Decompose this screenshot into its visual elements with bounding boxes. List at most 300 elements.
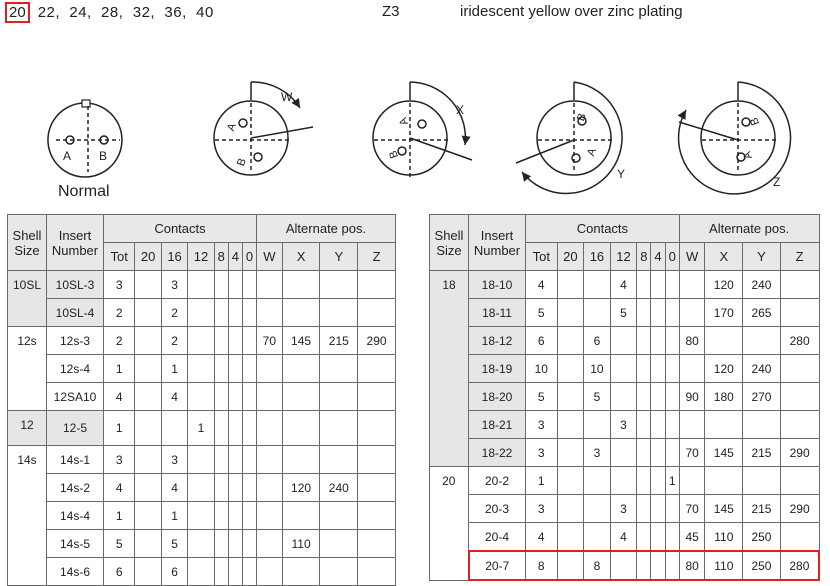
alternate-angle-cell (282, 383, 320, 411)
contact-count-cell: 3 (526, 495, 558, 523)
header-contact-col: 12 (188, 243, 214, 271)
shell-size-cell: 12 (8, 411, 47, 446)
header-contact-col: Tot (526, 243, 558, 271)
alternate-angle-cell (320, 299, 358, 327)
label-z: Z (773, 175, 781, 189)
contact-count-cell (665, 523, 679, 552)
contact-count-cell (665, 327, 679, 355)
contact-count-cell (135, 530, 161, 558)
header-contacts: Contacts (526, 215, 680, 243)
insert-table-left (7, 214, 396, 586)
alternate-angle-cell: 215 (320, 327, 358, 355)
contact-count-cell (665, 495, 679, 523)
alternate-angle-cell (282, 502, 320, 530)
table-row (8, 271, 396, 299)
insert-number-cell: 18-20 (469, 383, 526, 411)
header-contact-col: 16 (161, 243, 187, 271)
alternate-angle-cell: 90 (679, 383, 705, 411)
contact-count-cell: 1 (526, 467, 558, 495)
diagram-normal (48, 100, 122, 177)
contact-count-cell (242, 271, 256, 299)
contact-count-cell (651, 439, 665, 467)
contact-count-cell: 3 (584, 439, 611, 467)
header-contact-col: 8 (214, 243, 228, 271)
table-row (430, 439, 820, 467)
contact-count-cell: 6 (104, 558, 135, 586)
insert-number-cell: 18-11 (469, 299, 526, 327)
contact-count-cell (135, 558, 161, 586)
alternate-angle-cell (320, 411, 358, 446)
alternate-angle-cell (679, 411, 705, 439)
contact-count-cell (135, 383, 161, 411)
header-alt-col: Z (358, 243, 396, 271)
label-a-w: A (224, 121, 239, 133)
contact-count-cell: 5 (610, 299, 637, 327)
label-w: W (281, 90, 293, 104)
contact-count-cell (651, 299, 665, 327)
contact-count-cell (665, 411, 679, 439)
other-shell-sizes: 22, 24, 28, 32, 36, 40 (37, 4, 214, 21)
contact-count-cell: 5 (104, 530, 135, 558)
alternate-angle-cell: 70 (256, 327, 282, 355)
contact-count-cell (557, 495, 584, 523)
header-contact-col: 20 (135, 243, 161, 271)
contact-count-cell (228, 271, 242, 299)
alternate-angle-cell (743, 411, 781, 439)
contact-count-cell (242, 327, 256, 355)
highlighted-shell-size: 20 (5, 2, 30, 23)
table-row (8, 446, 396, 474)
contact-count-cell: 5 (526, 299, 558, 327)
header-alt-col: W (679, 243, 705, 271)
alternate-angle-cell: 45 (679, 523, 705, 552)
alternate-angle-cell (358, 474, 396, 502)
contact-count-cell (242, 558, 256, 586)
header-alt-col: X (282, 243, 320, 271)
alternate-angle-cell: 110 (705, 523, 743, 552)
diagram-y (516, 82, 622, 193)
alternate-angle-cell (256, 271, 282, 299)
alternate-angle-cell (358, 446, 396, 474)
contact-count-cell (651, 551, 665, 580)
alternate-angle-cell (358, 383, 396, 411)
table-row (430, 327, 820, 355)
shell-size-cell: 18 (430, 271, 469, 467)
contact-count-cell (135, 474, 161, 502)
contact-count-cell (228, 327, 242, 355)
header-contacts: Contacts (104, 215, 257, 243)
insert-number-cell: 12-5 (47, 411, 104, 446)
header-contact-col: 4 (651, 243, 665, 271)
contact-count-cell (135, 446, 161, 474)
header-contact-col: 16 (584, 243, 611, 271)
insert-number-cell: 12s-3 (47, 327, 104, 355)
header-contact-col: 8 (637, 243, 651, 271)
alternate-angle-cell: 70 (679, 439, 705, 467)
contact-count-cell (228, 411, 242, 446)
alternate-angle-cell (320, 446, 358, 474)
contact-count-cell: 8 (526, 551, 558, 580)
contact-count-cell (135, 502, 161, 530)
alternate-angle-cell: 265 (743, 299, 781, 327)
contact-count-cell: 4 (104, 383, 135, 411)
table-row (430, 467, 820, 495)
alternate-angle-cell: 215 (743, 495, 781, 523)
alternate-angle-cell: 80 (679, 551, 705, 580)
contact-count-cell (584, 495, 611, 523)
alternate-angle-cell (282, 411, 320, 446)
alternate-angle-cell (743, 327, 781, 355)
contact-count-cell: 2 (161, 299, 187, 327)
contact-count-cell (637, 383, 651, 411)
label-b-x: B (387, 148, 402, 160)
insert-number-cell: 20-7 (469, 551, 526, 580)
label-b-w: B (234, 156, 249, 168)
contact-count-cell: 3 (104, 271, 135, 299)
contact-count-cell (637, 439, 651, 467)
table-row (8, 474, 396, 502)
contact-count-cell (188, 558, 214, 586)
alternate-angle-cell: 120 (282, 474, 320, 502)
insert-number-cell: 14s-5 (47, 530, 104, 558)
insert-number-cell: 18-22 (469, 439, 526, 467)
label-y: Y (617, 167, 626, 181)
header-insert-number: Insert Number (47, 215, 104, 271)
contact-count-cell (637, 355, 651, 383)
contact-count-cell (665, 551, 679, 580)
contact-count-cell (214, 446, 228, 474)
contact-count-cell (610, 327, 637, 355)
contact-count-cell (557, 355, 584, 383)
shell-size-line (0, 2, 214, 23)
contact-count-cell: 1 (104, 355, 135, 383)
contact-count-cell: 5 (526, 383, 558, 411)
normal-position-label: Normal (58, 183, 110, 200)
alternate-angle-cell (780, 299, 819, 327)
contact-count-cell: 10 (526, 355, 558, 383)
contact-count-cell (557, 439, 584, 467)
insert-number-cell: 14s-2 (47, 474, 104, 502)
contact-count-cell (135, 299, 161, 327)
insert-number-cell: 18-21 (469, 411, 526, 439)
contact-count-cell: 6 (584, 327, 611, 355)
contact-count-cell (188, 502, 214, 530)
alternate-angle-cell (679, 355, 705, 383)
alternate-angle-cell (256, 411, 282, 446)
header-shell-size: Shell Size (430, 215, 469, 271)
contact-count-cell (135, 355, 161, 383)
contact-count-cell (584, 523, 611, 552)
alternate-angle-cell (320, 383, 358, 411)
header-alternate-positions: Alternate pos. (679, 215, 819, 243)
contact-count-cell: 3 (610, 495, 637, 523)
contact-count-cell (242, 530, 256, 558)
insert-number-cell: 20-2 (469, 467, 526, 495)
table-row (8, 383, 396, 411)
contact-count-cell (584, 411, 611, 439)
contact-count-cell: 1 (161, 355, 187, 383)
contact-count-cell: 4 (161, 474, 187, 502)
contact-count-cell (651, 523, 665, 552)
alternate-angle-cell (320, 530, 358, 558)
alternate-angle-cell: 80 (679, 327, 705, 355)
table-row (430, 551, 820, 580)
contact-count-cell (557, 383, 584, 411)
alternate-angle-cell (282, 299, 320, 327)
contact-count-cell (214, 383, 228, 411)
header-contact-col: Tot (104, 243, 135, 271)
contact-count-cell (610, 551, 637, 580)
alternate-angle-cell (780, 523, 819, 552)
contact-count-cell (188, 327, 214, 355)
header-alternate-positions: Alternate pos. (256, 215, 395, 243)
alternate-angle-cell (780, 467, 819, 495)
alternate-angle-cell (780, 271, 819, 299)
alternate-angle-cell (743, 467, 781, 495)
contact-count-cell (242, 383, 256, 411)
alternate-angle-cell (705, 411, 743, 439)
contact-count-cell: 4 (610, 271, 637, 299)
header-contact-col: 20 (557, 243, 584, 271)
contact-count-cell (214, 355, 228, 383)
insert-number-cell: 12s-4 (47, 355, 104, 383)
alternate-angle-cell (358, 530, 396, 558)
contact-count-cell (637, 411, 651, 439)
contact-count-cell (228, 446, 242, 474)
contact-count-cell: 10 (584, 355, 611, 383)
header-alt-col: Y (320, 243, 358, 271)
finish-code: Z3 (382, 3, 400, 20)
alternate-angle-cell: 70 (679, 495, 705, 523)
table-row (430, 523, 820, 552)
contact-count-cell (135, 271, 161, 299)
header-alt-col: Z (780, 243, 819, 271)
table-row (8, 530, 396, 558)
contact-count-cell (135, 327, 161, 355)
contact-count-cell: 3 (526, 411, 558, 439)
header-alt-col: X (705, 243, 743, 271)
contact-count-cell: 3 (610, 411, 637, 439)
contact-count-cell (242, 474, 256, 502)
contact-count-cell: 6 (526, 327, 558, 355)
contact-count-cell (214, 530, 228, 558)
contact-count-cell: 2 (104, 327, 135, 355)
contact-count-cell (242, 446, 256, 474)
table-row (8, 327, 396, 355)
contact-count-cell: 5 (161, 530, 187, 558)
alternate-angle-cell: 110 (282, 530, 320, 558)
table-row (430, 299, 820, 327)
contact-count-cell (214, 474, 228, 502)
label-a-x: A (397, 115, 412, 127)
contact-count-cell (651, 383, 665, 411)
alternate-angle-cell (282, 271, 320, 299)
table-row (8, 558, 396, 586)
alternate-angle-cell: 240 (320, 474, 358, 502)
contact-count-cell (135, 411, 161, 446)
label-a-y: A (584, 146, 599, 158)
alternate-angle-cell (705, 467, 743, 495)
alternate-angle-cell (282, 558, 320, 586)
insert-number-cell: 18-12 (469, 327, 526, 355)
alternate-angle-cell: 290 (780, 495, 819, 523)
contact-count-cell (610, 467, 637, 495)
label-b-z: B (748, 115, 763, 127)
alternate-angle-cell: 240 (743, 271, 781, 299)
finish-description: iridescent yellow over zinc plating (460, 3, 683, 20)
contact-count-cell (228, 530, 242, 558)
contact-count-cell (651, 327, 665, 355)
insert-number-cell: 14s-1 (47, 446, 104, 474)
contact-count-cell (651, 467, 665, 495)
alternate-angle-cell: 170 (705, 299, 743, 327)
contact-count-cell: 4 (610, 523, 637, 552)
table-row (8, 411, 396, 446)
contact-count-cell (584, 271, 611, 299)
contact-count-cell (214, 299, 228, 327)
table-row (8, 502, 396, 530)
alternate-angle-cell (256, 558, 282, 586)
insert-number-cell: 10SL-3 (47, 271, 104, 299)
alternate-angle-cell (780, 383, 819, 411)
alternate-angle-cell (256, 474, 282, 502)
contact-count-cell (188, 355, 214, 383)
contact-count-cell: 3 (161, 271, 187, 299)
alternate-angle-cell: 120 (705, 271, 743, 299)
label-a-normal: A (63, 149, 72, 163)
contact-count-cell (637, 495, 651, 523)
contact-count-cell (242, 411, 256, 446)
contact-count-cell (214, 271, 228, 299)
alternate-angle-cell (679, 271, 705, 299)
shell-size-cell: 10SL (8, 271, 47, 327)
insert-number-cell: 20-3 (469, 495, 526, 523)
table-row (430, 411, 820, 439)
alternate-angle-cell (256, 502, 282, 530)
contact-count-cell: 3 (526, 439, 558, 467)
shell-size-cell: 20 (430, 467, 469, 581)
contact-count-cell: 5 (584, 383, 611, 411)
insert-number-cell: 10SL-4 (47, 299, 104, 327)
contact-count-cell (651, 495, 665, 523)
alternate-angle-cell (780, 411, 819, 439)
alternate-angle-cell: 120 (705, 355, 743, 383)
contact-count-cell (557, 299, 584, 327)
contact-count-cell (214, 327, 228, 355)
alternate-angle-cell: 145 (705, 495, 743, 523)
contact-count-cell (651, 411, 665, 439)
contact-count-cell (557, 551, 584, 580)
contact-count-cell (637, 467, 651, 495)
contact-count-cell (665, 299, 679, 327)
contact-count-cell (557, 467, 584, 495)
label-b-y: B (574, 111, 589, 123)
header-contact-col: 4 (228, 243, 242, 271)
alternate-angle-cell (256, 530, 282, 558)
contact-count-cell (637, 551, 651, 580)
insert-number-cell: 20-4 (469, 523, 526, 552)
contact-count-cell (637, 299, 651, 327)
alternate-angle-cell (358, 558, 396, 586)
contact-count-cell (557, 523, 584, 552)
contact-count-cell (557, 411, 584, 439)
contact-count-cell (665, 355, 679, 383)
label-b-normal: B (99, 149, 108, 163)
table-row (430, 271, 820, 299)
alternate-angle-cell (256, 355, 282, 383)
contact-count-cell (637, 327, 651, 355)
table-row (430, 383, 820, 411)
alternate-angle-cell: 240 (743, 355, 781, 383)
contact-count-cell (665, 383, 679, 411)
contact-count-cell (651, 355, 665, 383)
contact-count-cell: 4 (104, 474, 135, 502)
contact-count-cell (188, 530, 214, 558)
alternate-position-diagrams (0, 70, 830, 200)
alternate-angle-cell (358, 411, 396, 446)
alternate-angle-cell (679, 467, 705, 495)
contact-count-cell (214, 558, 228, 586)
contact-count-cell: 1 (188, 411, 214, 446)
alternate-angle-cell: 250 (743, 523, 781, 552)
alternate-angle-cell (320, 558, 358, 586)
table-row (430, 495, 820, 523)
contact-count-cell (584, 299, 611, 327)
contact-count-cell (214, 502, 228, 530)
contact-count-cell (228, 558, 242, 586)
alternate-angle-cell (780, 355, 819, 383)
header-shell-size: Shell Size (8, 215, 47, 271)
contact-count-cell: 4 (161, 383, 187, 411)
insert-number-cell: 14s-6 (47, 558, 104, 586)
alternate-angle-cell (358, 271, 396, 299)
label-a-z: A (741, 149, 756, 161)
contact-count-cell (228, 355, 242, 383)
shell-size-cell: 12s (8, 327, 47, 411)
contact-count-cell (637, 523, 651, 552)
alternate-angle-cell (705, 327, 743, 355)
contact-count-cell (651, 271, 665, 299)
contact-count-cell: 3 (161, 446, 187, 474)
diagram-x (373, 82, 472, 177)
alternate-angle-cell (358, 299, 396, 327)
table-row (8, 299, 396, 327)
contact-count-cell: 4 (526, 271, 558, 299)
contact-count-cell (610, 439, 637, 467)
contact-count-cell (188, 271, 214, 299)
alternate-angle-cell: 180 (705, 383, 743, 411)
contact-count-cell (188, 474, 214, 502)
contact-count-cell (242, 299, 256, 327)
contact-count-cell (610, 355, 637, 383)
insert-number-cell: 18-19 (469, 355, 526, 383)
header-alt-col: Y (743, 243, 781, 271)
contact-count-cell (188, 383, 214, 411)
insert-table-right (429, 214, 820, 581)
contact-count-cell: 1 (104, 411, 135, 446)
alternate-angle-cell (256, 446, 282, 474)
alternate-angle-cell: 290 (780, 439, 819, 467)
contact-count-cell (228, 502, 242, 530)
label-x: X (456, 103, 465, 117)
contact-count-cell (228, 383, 242, 411)
alternate-angle-cell (679, 299, 705, 327)
contact-count-cell: 4 (526, 523, 558, 552)
contact-count-cell (242, 502, 256, 530)
contact-count-cell (557, 327, 584, 355)
alternate-angle-cell: 215 (743, 439, 781, 467)
insert-number-cell: 12SA10 (47, 383, 104, 411)
